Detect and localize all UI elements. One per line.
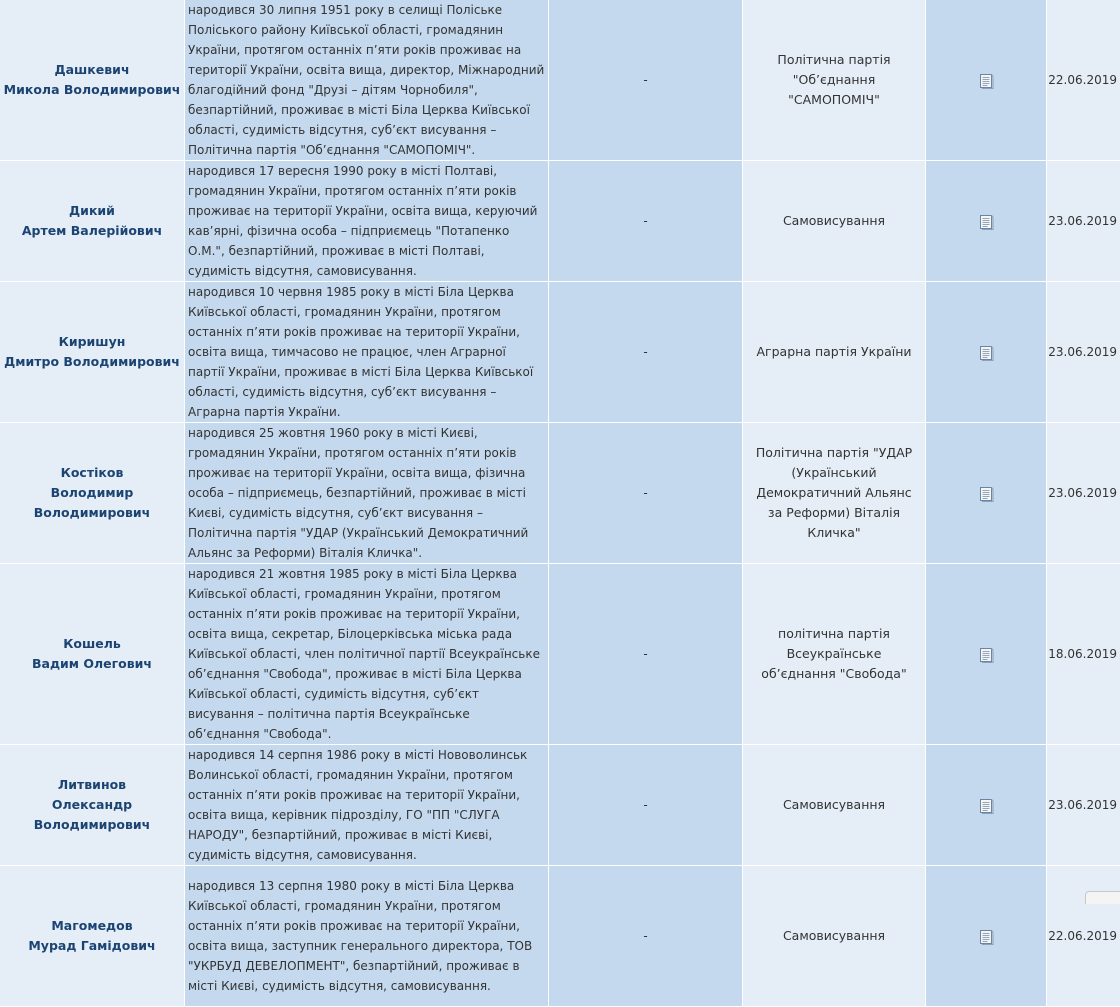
table-row: [0, 0, 1120, 160]
candidate-bio: народився 10 червня 1985 року в місті Біла Церква Київської області, громадянин України, протягом останніх п’яти років проживає на території України, освіта вища, тимчасово не працює, член Аграрної партії України, проживає в місті Біла Церква Київської області, судимість відсутня, суб’єкт висування – Аграрна партія України.: [185, 282, 548, 422]
candidate-bio: народився 13 серпня 1980 року в місті Біла Церква Київської області, громадянин України, протягом останніх п’яти років проживає на території України, освіта вища, заступник генерального директора, ТОВ "УКРБУД ДЕВЕЛОПМЕНТ", безпартійний, проживає в місті Києві, судимість відсутня, самовисування.: [185, 866, 548, 1006]
candidate-given-names: Дмитро Володимирович: [4, 354, 180, 369]
registration-date: 23.06.2019: [1047, 161, 1120, 281]
nominating-party: Самовисування: [743, 745, 925, 865]
candidate-given-name: Олександр: [51, 797, 133, 812]
registration-date: 23.06.2019: [1047, 282, 1120, 422]
document-link-cell[interactable]: [926, 161, 1046, 281]
document-link-cell[interactable]: [926, 564, 1046, 744]
candidate-name: [0, 745, 184, 865]
registration-date: 23.06.2019: [1047, 745, 1120, 865]
candidate-patronymic: Володимирович: [33, 505, 151, 520]
candidate-name: [0, 423, 184, 563]
table-row: [0, 745, 1120, 865]
candidate-bio: народився 14 серпня 1986 року в місті Нововолинськ Волинської області, громадянин України, протягом останніх п’яти років проживає на території України, освіта вища, керівник підрозділу, ГО "ПП "СЛУГА НАРОДУ", безпартійний, проживає в місті Києві, судимість відсутня, самовисування.: [185, 745, 548, 865]
empty-cell: -: [549, 866, 742, 1006]
document-link-cell[interactable]: [926, 866, 1046, 1006]
document-icon[interactable]: [979, 929, 994, 945]
empty-cell: -: [549, 282, 742, 422]
document-icon[interactable]: [979, 214, 994, 230]
candidate-name: [0, 282, 184, 422]
document-link-cell[interactable]: [926, 0, 1046, 160]
document-link-cell[interactable]: [926, 745, 1046, 865]
candidate-bio: народився 21 жовтня 1985 року в місті Біла Церква Київської області, громадянин України, протягом останніх п’яти років проживає на території України, освіта вища, секретар, Білоцерківська міська рада Київської області, член політичної партії Всеукраїнське об’єднання "Свобода", проживає в місті Біла Церква Київської області, судимість відсутня, суб’єкт висування – політична партія Всеукраїнське об’єднання "Свобода".: [185, 564, 548, 744]
candidate-surname: Дашкевич: [54, 62, 130, 77]
nominating-party: політична партія Всеукраїнське об’єднання "Свобода": [743, 564, 925, 744]
empty-cell: -: [549, 161, 742, 281]
candidate-surname: Литвинов: [57, 777, 127, 792]
nominating-party: Самовисування: [743, 161, 925, 281]
document-icon[interactable]: [979, 345, 994, 361]
candidate-given-names: Артем Валерійович: [21, 223, 163, 238]
empty-cell: -: [549, 423, 742, 563]
candidate-surname: Магомедов: [51, 918, 133, 933]
empty-cell: -: [549, 564, 742, 744]
document-link-cell[interactable]: [926, 423, 1046, 563]
nominating-party: Політична партія "Об’єднання "САМОПОМІЧ": [743, 0, 925, 160]
candidate-given-names: Вадим Олегович: [31, 656, 152, 671]
candidate-given-names: Микола Володимирович: [3, 82, 181, 97]
registration-date: 18.06.2019: [1047, 564, 1120, 744]
empty-cell: -: [549, 745, 742, 865]
candidate-name: [0, 0, 184, 160]
nominating-party: Самовисування: [743, 866, 925, 1006]
candidate-bio: народився 25 жовтня 1960 року в місті Києві, громадянин України, протягом останніх п’яти років проживає на території України, освіта вища, фізична особа – підприємець, безпартійний, проживає в місті Києві, судимість відсутня, суб’єкт висування – Політична партія "УДАР (Український Демократичний Альянс за Реформи) Віталія Кличка".: [185, 423, 548, 563]
registration-date: 22.06.2019: [1047, 866, 1120, 1006]
table-row: [0, 866, 1120, 1006]
candidate-bio: народився 17 вересня 1990 року в місті Полтаві, громадянин України, протягом останніх п’яти років проживає на території України, освіта вища, керуючий кав’ярні, фізична особа – підприємець "Потапенко О.М.", безпартійний, проживає в місті Полтаві, судимість відсутня, самовисування.: [185, 161, 548, 281]
nominating-party: Аграрна партія України: [743, 282, 925, 422]
candidate-given-names: Мурад Гамідович: [28, 938, 156, 953]
candidate-surname: Кошель: [63, 636, 121, 651]
registration-date: 23.06.2019: [1047, 423, 1120, 563]
empty-cell: -: [549, 0, 742, 160]
table-row: [0, 564, 1120, 744]
document-link-cell[interactable]: [926, 282, 1046, 422]
table-row: [0, 161, 1120, 281]
registration-date: 22.06.2019: [1047, 0, 1120, 160]
candidate-bio: народився 30 липня 1951 року в селищі Поліське Поліського району Київської області, громадянин України, протягом останніх п’яти років проживає на території України, освіта вища, директор, Міжнародний благодійний фонд "Друзі – дітям Чорнобиля", безпартійний, проживає в місті Біла Церква Київської області, судимість відсутня, суб’єкт висування – Політична партія "Об’єднання "САМОПОМІЧ".: [185, 0, 548, 160]
table-row: [0, 423, 1120, 563]
nominating-party: Політична партія "УДАР (Український Демократичний Альянс за Реформи) Віталія Кличка": [743, 423, 925, 563]
document-icon[interactable]: [979, 73, 994, 89]
table-row: [0, 282, 1120, 422]
candidate-surname: Костіков: [60, 465, 124, 480]
candidate-name: [0, 866, 184, 1006]
candidate-surname: Дикий: [69, 203, 115, 218]
candidate-name: [0, 564, 184, 744]
document-icon[interactable]: [979, 647, 994, 663]
candidate-given-name: Володимир: [50, 485, 134, 500]
document-icon[interactable]: [979, 798, 994, 814]
candidate-name: [0, 161, 184, 281]
scroll-to-top-widget[interactable]: [1085, 891, 1120, 904]
candidate-surname: Киришун: [58, 334, 126, 349]
candidate-patronymic: Володимирович: [33, 817, 151, 832]
document-icon[interactable]: [979, 486, 994, 502]
